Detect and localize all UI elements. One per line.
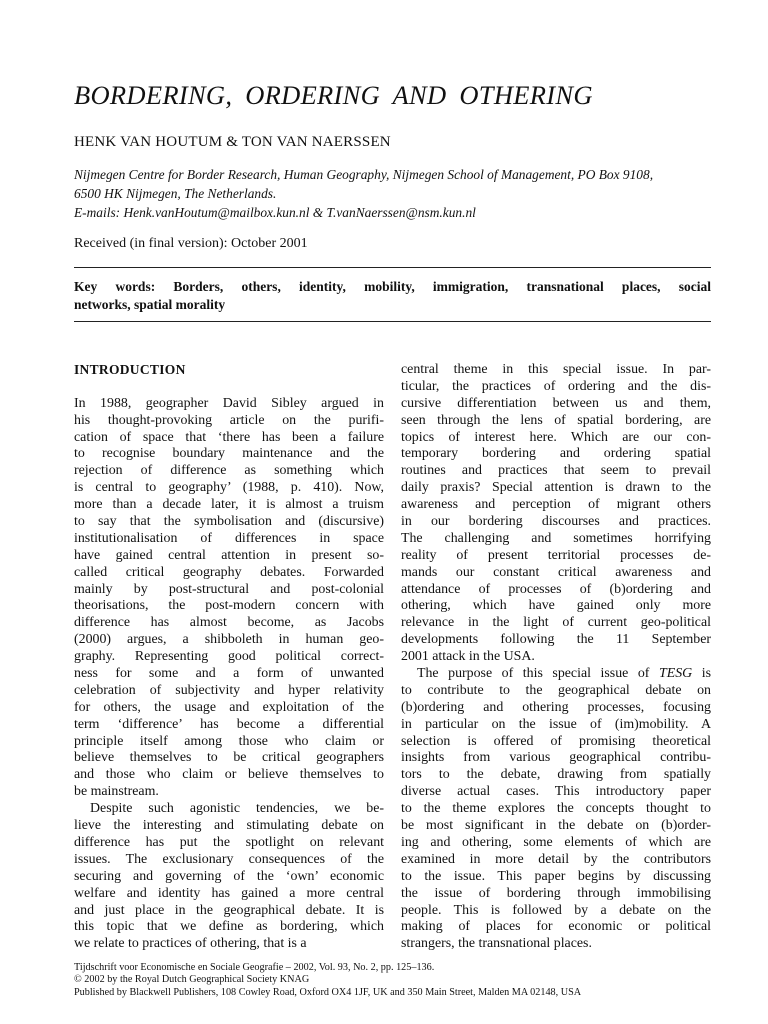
text-line: this topic that we define as bordering, which [74,919,384,935]
text-line: examined in more detail by the contributors [401,851,711,867]
text-line: lieve the interesting and stimulating debate on [74,818,384,834]
text-line: insights from various geographical contribu- [401,750,711,766]
text-line: term ‘difference’ has become a differential [74,716,384,732]
text-line: to the issue. This paper begins by discussing [401,868,711,884]
text-line: welfare and identity has gained a more central [74,885,384,901]
text-line: ticular, the practices of ordering and the dis- [401,378,711,394]
text-line: to the theme explores the concepts thought to [401,801,711,817]
text-line: seen through the lens of spatial bordering, are [401,412,711,428]
left-column-text [74,396,384,953]
right-column [401,362,711,953]
text-line: believe themselves to be critical geographers [74,750,384,766]
text-line: diverse actual cases. This introductory paper [401,784,711,800]
received-date: Received (in final version): October 2001 [74,236,308,251]
text-line: graphy. Representing good political correct- [74,649,384,665]
copyright-notice: © 2002 by the Royal Dutch Geographical Society KNAG [74,974,310,986]
bottom-divider [74,321,711,322]
text-line: cursive differentiation between us and them, [401,395,711,411]
text-line: reality of present territorial processes de- [401,547,711,563]
right-column-paragraph [401,362,711,666]
text-line: be most significant in the debate on (b)order- [401,818,711,834]
text-line: relevance in the light of current geo-political [401,615,711,631]
text-line: attendance of processes of (b)ordering and [401,581,711,597]
text-line: to recognise boundary maintenance and the [74,446,384,462]
text-line: othering, which have gained only more [401,598,711,614]
author-affiliation [74,165,724,222]
section-heading: INTRODUCTION [74,362,186,377]
text-line: in our bordering discourses and practices. [401,514,711,530]
text-line: tors to the debate, drawing from spatially [401,767,711,783]
text-line: and those who claim or believe themselves to [74,767,384,783]
spacer [74,379,384,396]
text-line: routines and practices that seem to prevail [401,463,711,479]
text-line: more than a decade later, it is almost a truism [74,497,384,513]
text-run: is [692,666,711,682]
page-footer [74,962,724,999]
text-line: is central to geography’ (1988, p. 410). Now, [74,480,384,496]
top-divider [74,267,711,268]
text-line: celebration of subjectivity and hyper relativity [74,682,384,698]
text-line: mainly by post-structural and post-colonial [74,581,384,597]
text-line: difference has put the spotlight on relevant [74,834,384,850]
text-line: in particular on the issue of (im)mobility. A [401,716,711,732]
text-line: theorisations, the post-modern concern with [74,598,384,614]
text-line: be mainstream. [74,784,159,800]
affiliation-line: Nijmegen Centre for Border Research, Human Geography, Nijmegen School of Management, PO Box 9108, [74,167,654,182]
text-line: strangers, the transnational places. [401,936,592,952]
text-line: the issue of bordering through immobilising [401,885,711,901]
text-line: for others, the usage and exploitation of the [74,699,384,715]
text-line: principle itself among those who claim or [74,733,384,749]
text-line: 2001 attack in the USA. [401,649,535,665]
text-line: rejection of difference as something which [74,463,384,479]
text-line: daily praxis? Special attention is drawn to the [401,480,711,496]
text-line: Despite such agonistic tendencies, we be- [90,801,384,817]
publisher-notice: Published by Blackwell Publishers, 108 Cowley Road, Oxford OX4 1JF, UK and 350 Main Street, Malden MA 02148, USA [74,986,582,998]
text-line: developments following the 11 September [401,632,711,648]
text-line: selection is offered of promising theoretical [401,733,711,749]
text-line: securing and governing of the ‘own’ economic [74,868,384,884]
text-line: central theme in this special issue. In par- [401,362,711,377]
journal-citation: Tijdschrift voor Economische en Sociale Geografie – 2002, Vol. 93, No. 2, pp. 125–136. [74,962,435,973]
paragraph-first-line [401,666,711,683]
text-line: mands our constant critical awareness and [401,564,711,580]
text-line: have gained central attention in present so- [74,547,384,563]
left-column [74,362,384,953]
text-line: (b)ordering and othering processes, focusing [401,699,711,715]
right-column-paragraph [401,683,711,953]
text-line: difference has almost become, as Jacobs [74,615,384,631]
text-line: awareness and perception of migrant others [401,497,711,513]
keywords-line: networks, spatial morality [74,297,226,312]
text-line: to contribute to the geographical debate on [401,682,711,698]
email-line: E-mails: Henk.vanHoutum@mailbox.kun.nl & T.vanNaerssen@nsm.kun.nl [74,205,476,220]
text-line: institutionalisation of differences in space [74,530,384,546]
text-line: we relate to practices of othering, that is a [74,936,307,952]
text-line: cation of space that ‘there has been a failure [74,429,384,445]
text-run: The purpose of this special issue of [417,666,659,682]
journal-abbreviation: TESG [658,666,693,682]
keywords-block [74,278,711,314]
article-title: BORDERING, ORDERING AND OTHERING [74,80,593,110]
text-line: to say that the symbolisation and (discursive) [74,514,384,530]
text-line: making of places for economic or political [401,919,711,935]
text-line: ing and othering, some elements of which are [401,834,711,850]
keywords-line: Key words: Borders, others, identity, mobility, immigration, transnational places, social [74,279,711,294]
text-line: called critical geography debates. Forwarded [74,564,384,580]
article-authors: HENK VAN HOUTUM & TON VAN NAERSSEN [74,134,391,150]
text-line: In 1988, geographer David Sibley argued in [74,395,384,411]
text-line: (2000) argues, a shibboleth in human geo- [74,632,384,648]
text-line: people. This is followed by a debate on the [401,902,711,918]
text-line: issues. The exclusionary consequences of the [74,851,384,867]
text-line: ness for some and a form of unwanted [74,666,384,682]
text-line: The challenging and sometimes horrifying [401,530,711,546]
text-line: and just place in the geographical debate. It is [74,902,384,918]
text-line: topics of interest here. Which are our con- [401,429,711,445]
affiliation-line: 6500 HK Nijmegen, The Netherlands. [74,186,277,201]
text-line: his thought-provoking article on the purifi- [74,412,384,428]
text-line: temporary bordering and ordering spatial [401,446,711,462]
